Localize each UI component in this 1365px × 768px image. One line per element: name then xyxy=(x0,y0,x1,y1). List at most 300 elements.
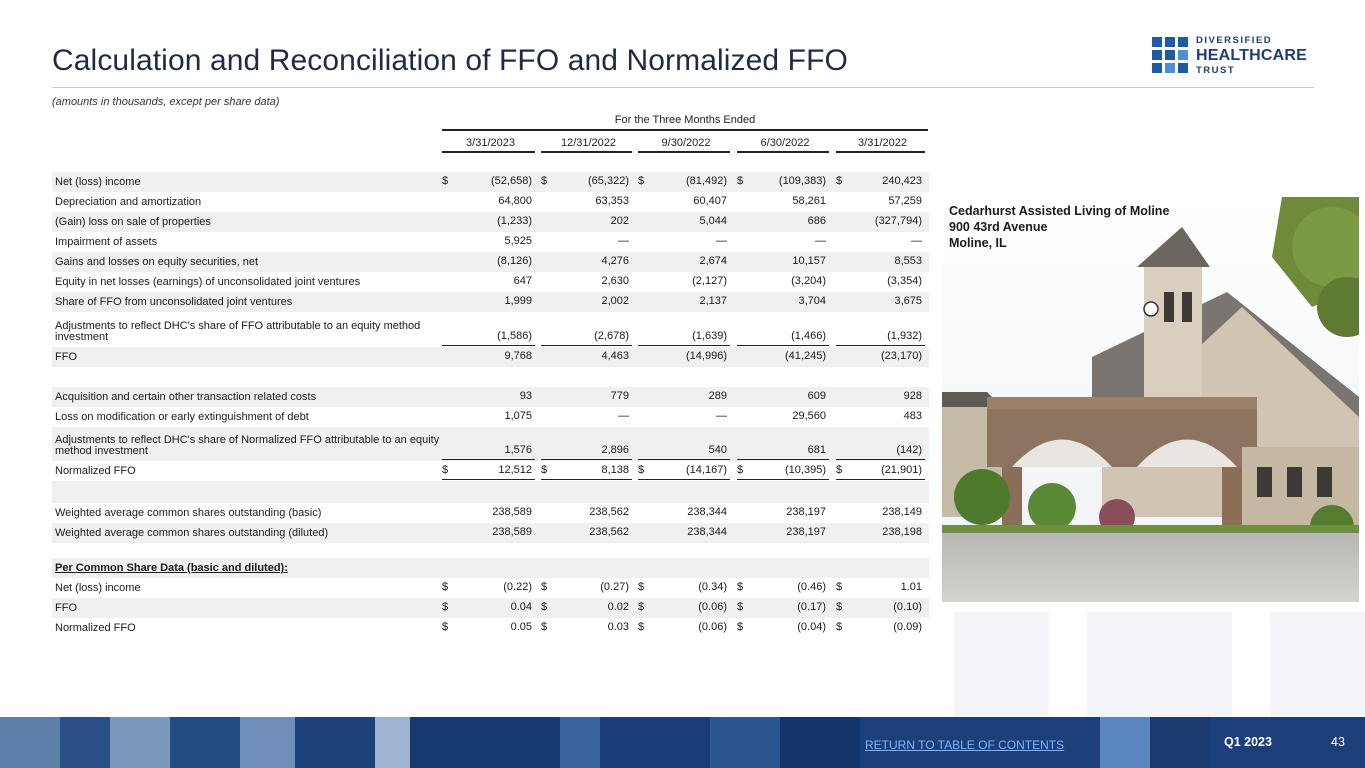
cell-value: (0.17) xyxy=(797,601,826,613)
table-cell xyxy=(638,444,730,457)
currency-symbol: $ xyxy=(442,601,449,613)
cell-value: (2,678) xyxy=(594,330,629,342)
table-cell xyxy=(541,370,632,383)
table-cell xyxy=(541,255,632,268)
row-label: Weighted average common shares outstanding (basic) xyxy=(55,507,322,519)
cell-value: 63,353 xyxy=(595,195,629,207)
table-cell xyxy=(836,295,925,308)
table-cell xyxy=(442,330,535,343)
table-cell xyxy=(836,464,925,477)
cell-value: (1,586) xyxy=(497,330,532,342)
row-label: FFO xyxy=(55,351,77,363)
table-cell xyxy=(442,235,535,248)
table-cell xyxy=(737,235,829,248)
currency-symbol: $ xyxy=(836,175,843,187)
row-label: Equity in net losses (earnings) of unconsolidated joint ventures xyxy=(55,276,361,288)
table-cell xyxy=(541,295,632,308)
table-cell xyxy=(836,561,925,574)
table-cell xyxy=(638,464,730,477)
total-underline xyxy=(541,459,632,460)
table-cell xyxy=(442,541,535,554)
cell-value: (0.09) xyxy=(893,621,922,633)
cell-value: (327,794) xyxy=(874,215,922,227)
cell-value: 609 xyxy=(807,390,826,402)
cell-value: 2,674 xyxy=(699,255,727,267)
table-cell xyxy=(737,561,829,574)
table-cell xyxy=(541,581,632,594)
cell-value: — xyxy=(911,235,922,247)
logo-mark-icon xyxy=(1152,37,1188,73)
cell-value: (14,167) xyxy=(686,464,727,476)
table-cell xyxy=(638,295,730,308)
cell-value: (3,204) xyxy=(791,275,826,287)
footer-quarter: Q1 2023 xyxy=(1224,735,1272,749)
table-cell xyxy=(836,444,925,457)
row-label: Gains and losses on equity securities, net xyxy=(55,256,259,268)
total-underline xyxy=(638,345,730,346)
table-cell xyxy=(541,541,632,554)
table-cell xyxy=(638,275,730,288)
table-cell xyxy=(836,175,925,188)
table-cell xyxy=(638,330,730,343)
cell-value: (2,127) xyxy=(692,275,727,287)
table-cell xyxy=(836,410,925,423)
cell-value: — xyxy=(815,235,826,247)
cell-value: 238,197 xyxy=(786,506,826,518)
total-underline xyxy=(442,459,535,460)
cell-value: 2,896 xyxy=(601,444,629,456)
table-cell xyxy=(541,464,632,477)
background-decoration xyxy=(942,612,1365,717)
table-cell xyxy=(638,175,730,188)
table-row xyxy=(52,172,929,192)
cell-value: 58,261 xyxy=(792,195,826,207)
currency-symbol: $ xyxy=(737,464,744,476)
column-header-rule xyxy=(442,151,535,153)
cell-value: (0.46) xyxy=(797,581,826,593)
total-underline xyxy=(737,345,829,346)
table-cell xyxy=(442,175,535,188)
row-label: Adjustments to reflect DHC's share of Normalized FFO attributable to an equity method investment xyxy=(55,434,440,457)
currency-symbol: $ xyxy=(836,464,843,476)
table-cell xyxy=(541,330,632,343)
title-divider xyxy=(52,87,1314,88)
page-subtitle: (amounts in thousands, except per share data) xyxy=(52,96,280,108)
currency-symbol: $ xyxy=(737,621,744,633)
table-cell xyxy=(442,581,535,594)
column-header-rule xyxy=(836,151,925,153)
currency-symbol: $ xyxy=(638,581,645,593)
cell-value: (0.27) xyxy=(600,581,629,593)
currency-symbol: $ xyxy=(541,175,548,187)
table-cell xyxy=(836,350,925,363)
cell-value: 1.01 xyxy=(900,581,922,593)
cell-value: 5,925 xyxy=(504,235,532,247)
table-cell xyxy=(638,370,730,383)
page-title: Calculation and Reconciliation of FFO and Normalized FFO xyxy=(52,44,848,77)
total-underline xyxy=(836,459,925,460)
cell-value: — xyxy=(716,410,727,422)
cell-value: 2,630 xyxy=(601,275,629,287)
column-header: 3/31/2023 xyxy=(466,137,515,149)
cell-value: 240,423 xyxy=(882,175,922,187)
row-label: Weighted average common shares outstanding (diluted) xyxy=(55,527,329,539)
table-cell xyxy=(836,235,925,248)
table-row xyxy=(52,523,929,543)
cell-value: (0.04) xyxy=(797,621,826,633)
cell-value: 8,138 xyxy=(601,464,629,476)
cell-value: (0.10) xyxy=(893,601,922,613)
table-cell xyxy=(737,464,829,477)
currency-symbol: $ xyxy=(442,464,449,476)
cell-value: 779 xyxy=(610,390,629,402)
table-row xyxy=(52,427,929,461)
table-row xyxy=(52,558,929,578)
cell-value: 3,675 xyxy=(894,295,922,307)
cell-value: (1,639) xyxy=(692,330,727,342)
row-label: Per Common Share Data (basic and diluted): xyxy=(55,562,288,574)
cell-value: (0.06) xyxy=(698,621,727,633)
currency-symbol: $ xyxy=(541,464,548,476)
cell-value: 238,589 xyxy=(492,526,532,538)
logo-line-1: DIVERSIFIED xyxy=(1196,35,1273,46)
cell-value: 4,276 xyxy=(601,255,629,267)
table-cell xyxy=(737,486,829,499)
cell-value: 0.05 xyxy=(510,621,532,633)
cell-value: (8,126) xyxy=(497,255,532,267)
cell-value: 57,259 xyxy=(888,195,922,207)
table-cell xyxy=(638,390,730,403)
return-to-toc-link[interactable]: RETURN TO TABLE OF CONTENTS xyxy=(865,738,1065,752)
caption-address: 900 43rd Avenue xyxy=(949,220,1048,234)
footer-bar xyxy=(0,717,1365,768)
column-header-rule xyxy=(737,151,829,153)
table-cell xyxy=(737,410,829,423)
cell-value: 238,562 xyxy=(589,506,629,518)
table-row xyxy=(52,598,929,618)
table-cell xyxy=(541,561,632,574)
currency-symbol: $ xyxy=(836,621,843,633)
table-cell xyxy=(541,410,632,423)
cell-value: — xyxy=(618,235,629,247)
cell-value: (0.22) xyxy=(503,581,532,593)
table-row xyxy=(52,292,929,312)
row-label: Depreciation and amortization xyxy=(55,196,202,208)
table-cell xyxy=(737,506,829,519)
cell-value: (0.06) xyxy=(698,601,727,613)
table-cell xyxy=(442,601,535,614)
table-cell xyxy=(638,195,730,208)
table-cell xyxy=(737,175,829,188)
table-cell xyxy=(737,444,829,457)
total-underline xyxy=(442,345,535,346)
cell-value: — xyxy=(618,410,629,422)
table-cell xyxy=(541,275,632,288)
table-cell xyxy=(442,390,535,403)
table-cell xyxy=(442,215,535,228)
table-row xyxy=(52,578,929,598)
currency-symbol: $ xyxy=(737,175,744,187)
currency-symbol: $ xyxy=(442,175,449,187)
table-cell xyxy=(836,195,925,208)
cell-value: (23,170) xyxy=(881,350,922,362)
cell-value: 4,463 xyxy=(601,350,629,362)
table-cell xyxy=(836,601,925,614)
cell-value: 238,562 xyxy=(589,526,629,538)
table-row xyxy=(52,367,929,387)
table-cell xyxy=(442,526,535,539)
table-cell xyxy=(541,390,632,403)
column-header: 3/31/2022 xyxy=(858,137,907,149)
total-underline xyxy=(737,459,829,460)
column-header: 12/31/2022 xyxy=(560,137,617,149)
row-label: Acquisition and certain other transaction related costs xyxy=(55,391,317,403)
table-cell xyxy=(638,526,730,539)
table-cell xyxy=(737,541,829,554)
logo-line-3: TRUST xyxy=(1196,64,1236,76)
table-row xyxy=(52,272,929,292)
column-header-rule xyxy=(638,151,730,153)
page-number: 43 xyxy=(1331,735,1345,749)
currency-symbol: $ xyxy=(638,175,645,187)
cell-value: 9,768 xyxy=(504,350,532,362)
column-header-rule xyxy=(541,151,632,153)
table-cell xyxy=(737,330,829,343)
table-row xyxy=(52,618,929,638)
caption-property-name: Cedarhurst Assisted Living of Moline xyxy=(949,204,1170,218)
cell-value: 12,512 xyxy=(498,464,532,476)
cell-value: 238,589 xyxy=(492,506,532,518)
cell-value: (1,932) xyxy=(887,330,922,342)
total-underline xyxy=(836,345,925,346)
cell-value: (41,245) xyxy=(785,350,826,362)
table-cell xyxy=(836,330,925,343)
table-cell xyxy=(541,526,632,539)
cell-value: 681 xyxy=(807,444,826,456)
table-cell xyxy=(836,255,925,268)
cell-value: — xyxy=(716,235,727,247)
currency-symbol: $ xyxy=(638,621,645,633)
currency-symbol: $ xyxy=(836,601,843,613)
row-label: Loss on modification or early extinguishment of debt xyxy=(55,411,309,423)
cell-value: 0.03 xyxy=(607,621,629,633)
table-cell xyxy=(836,275,925,288)
table-cell xyxy=(442,275,535,288)
cell-value: 1,075 xyxy=(504,410,532,422)
cell-value: 5,044 xyxy=(699,215,727,227)
table-cell xyxy=(442,561,535,574)
cell-value: 0.04 xyxy=(510,601,532,613)
cell-value: 93 xyxy=(519,390,532,402)
table-cell xyxy=(737,195,829,208)
table-cell xyxy=(541,506,632,519)
cell-value: 2,002 xyxy=(601,295,629,307)
currency-symbol: $ xyxy=(541,581,548,593)
caption-city: Moline, IL xyxy=(949,236,1007,250)
currency-symbol: $ xyxy=(737,581,744,593)
cell-value: 1,999 xyxy=(504,295,532,307)
cell-value: 60,407 xyxy=(693,195,727,207)
cell-value: 686 xyxy=(807,215,826,227)
table-cell xyxy=(836,581,925,594)
cell-value: 238,344 xyxy=(687,506,727,518)
table-cell xyxy=(638,541,730,554)
currency-symbol: $ xyxy=(737,601,744,613)
table-cell xyxy=(638,410,730,423)
currency-symbol: $ xyxy=(836,581,843,593)
table-cell xyxy=(541,621,632,634)
table-cell xyxy=(442,486,535,499)
table-cell xyxy=(737,581,829,594)
cell-value: 29,560 xyxy=(792,410,826,422)
building-image xyxy=(942,197,1359,602)
cell-value: (1,233) xyxy=(497,215,532,227)
table-cell xyxy=(737,275,829,288)
total-underline xyxy=(638,459,730,460)
cell-value: 0.02 xyxy=(607,601,629,613)
table-cell xyxy=(638,350,730,363)
table-cell xyxy=(638,215,730,228)
table-cell xyxy=(442,444,535,457)
table-cell xyxy=(541,215,632,228)
company-logo xyxy=(1152,36,1322,76)
table-row xyxy=(52,347,929,367)
table-cell xyxy=(836,541,925,554)
table-cell xyxy=(541,235,632,248)
table-row xyxy=(52,407,929,427)
cell-value: (65,322) xyxy=(588,175,629,187)
cell-value: (3,354) xyxy=(887,275,922,287)
row-label: Net (loss) income xyxy=(55,176,141,188)
table-cell xyxy=(442,506,535,519)
table-cell xyxy=(836,486,925,499)
logo-line-2: HEALTHCARE xyxy=(1196,46,1308,64)
cell-value: 238,197 xyxy=(786,526,826,538)
cell-value: 64,800 xyxy=(498,195,532,207)
cell-value: 238,344 xyxy=(687,526,727,538)
table-cell xyxy=(442,410,535,423)
cell-value: 540 xyxy=(708,444,727,456)
table-cell xyxy=(737,215,829,228)
row-label: Normalized FFO xyxy=(55,465,136,477)
table-row xyxy=(52,312,929,347)
row-label: Share of FFO from unconsolidated joint ventures xyxy=(55,296,293,308)
row-label: Net (loss) income xyxy=(55,582,141,594)
cell-value: 2,137 xyxy=(699,295,727,307)
table-row xyxy=(52,481,929,503)
table-cell xyxy=(737,350,829,363)
row-label: Adjustments to reflect DHC's share of FFO attributable to an equity method investment xyxy=(55,320,421,343)
table-row xyxy=(52,232,929,252)
table-cell xyxy=(442,350,535,363)
cell-value: 238,198 xyxy=(882,526,922,538)
table-row xyxy=(52,252,929,272)
table-cell xyxy=(638,581,730,594)
table-cell xyxy=(638,235,730,248)
table-row xyxy=(52,543,929,558)
table-cell xyxy=(541,486,632,499)
table-cell xyxy=(541,175,632,188)
table-cell xyxy=(737,526,829,539)
column-header: 9/30/2022 xyxy=(661,137,711,149)
table-cell xyxy=(836,621,925,634)
cell-value: 1,576 xyxy=(504,444,532,456)
cell-value: 8,553 xyxy=(894,255,922,267)
currency-symbol: $ xyxy=(442,621,449,633)
period-header: For the Three Months Ended xyxy=(614,114,756,126)
table-cell xyxy=(737,621,829,634)
column-header: 6/30/2022 xyxy=(760,137,810,149)
currency-symbol: $ xyxy=(442,581,449,593)
currency-symbol: $ xyxy=(638,464,645,476)
cell-value: (10,395) xyxy=(785,464,826,476)
table-cell xyxy=(737,370,829,383)
row-label: FFO xyxy=(55,602,77,614)
currency-symbol: $ xyxy=(638,601,645,613)
period-header-rule xyxy=(442,129,928,131)
cell-value: (14,996) xyxy=(686,350,727,362)
cell-value: (21,901) xyxy=(881,464,922,476)
total-underline xyxy=(541,345,632,346)
table-cell xyxy=(836,370,925,383)
table-cell xyxy=(541,350,632,363)
cell-value: 647 xyxy=(513,275,532,287)
table-cell xyxy=(638,561,730,574)
cell-value: 3,704 xyxy=(798,295,826,307)
table-cell xyxy=(836,215,925,228)
photo-caption xyxy=(949,203,1169,251)
cell-value: 483 xyxy=(903,410,922,422)
table-cell xyxy=(541,601,632,614)
table-row xyxy=(52,192,929,212)
currency-symbol: $ xyxy=(541,601,548,613)
currency-symbol: $ xyxy=(541,621,548,633)
table-cell xyxy=(442,295,535,308)
table-cell xyxy=(836,506,925,519)
table-cell xyxy=(836,390,925,403)
property-photo xyxy=(942,197,1359,602)
table-cell xyxy=(442,195,535,208)
table-cell xyxy=(442,370,535,383)
cell-value: 928 xyxy=(903,390,922,402)
row-label: Normalized FFO xyxy=(55,622,136,634)
cell-value: (142) xyxy=(896,444,922,456)
row-label: Impairment of assets xyxy=(55,236,158,248)
cell-value: 10,157 xyxy=(792,255,826,267)
table-cell xyxy=(442,255,535,268)
table-cell xyxy=(638,255,730,268)
table-cell xyxy=(737,255,829,268)
table-cell xyxy=(737,390,829,403)
cell-value: (81,492) xyxy=(686,175,727,187)
table-cell xyxy=(442,464,535,477)
cell-value: (52,658) xyxy=(491,175,532,187)
table-cell xyxy=(638,506,730,519)
table-cell xyxy=(541,195,632,208)
table-cell xyxy=(638,486,730,499)
table-cell xyxy=(442,621,535,634)
table-cell xyxy=(836,526,925,539)
cell-value: (0.34) xyxy=(698,581,727,593)
table-cell xyxy=(541,444,632,457)
row-label: (Gain) loss on sale of properties xyxy=(55,216,211,228)
cell-value: (109,383) xyxy=(778,175,826,187)
table-row xyxy=(52,461,929,481)
cell-value: 289 xyxy=(708,390,727,402)
table-row xyxy=(52,503,929,523)
table-cell xyxy=(638,621,730,634)
table-row xyxy=(52,212,929,232)
